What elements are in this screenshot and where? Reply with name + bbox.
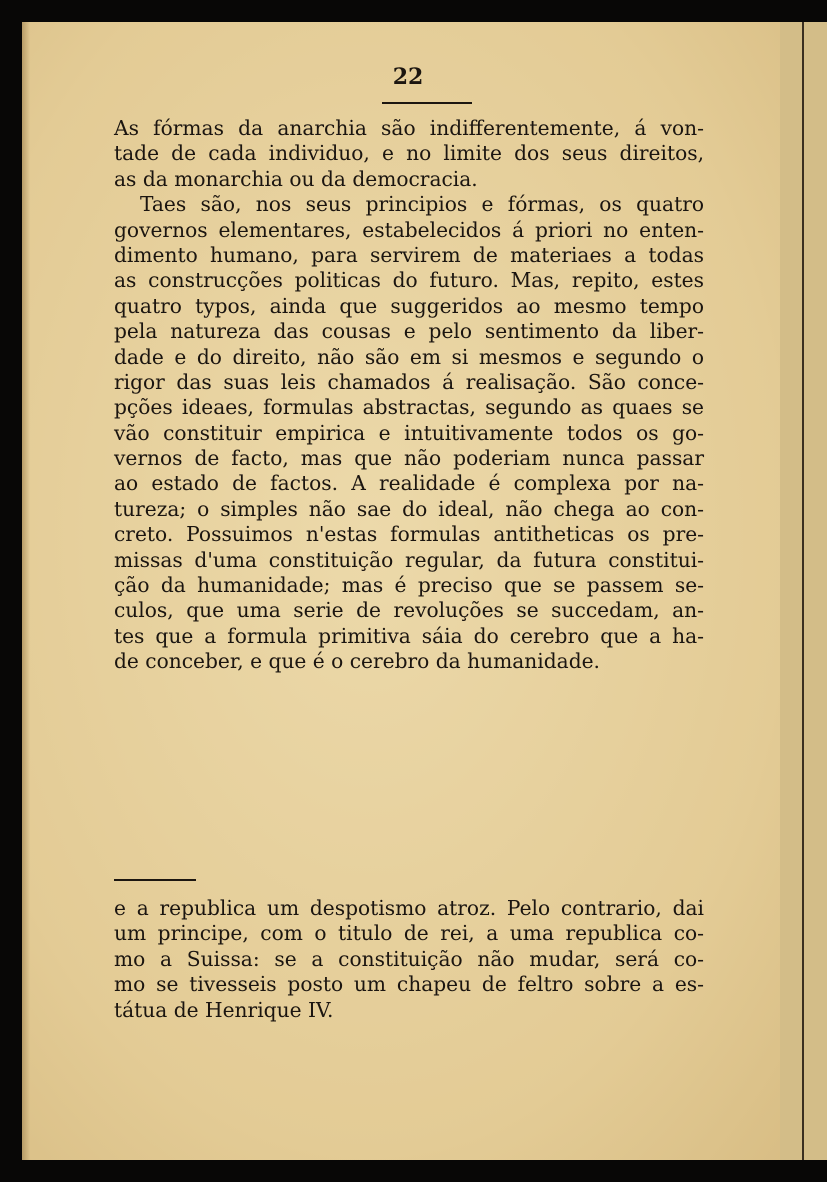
next-page-edge	[780, 22, 827, 1160]
text-line: pela natureza das cousas e pelo sentimento da liber-	[114, 319, 704, 344]
text-line: as construcções politicas do futuro. Mas, repito, estes	[114, 268, 704, 293]
text-line: dimento humano, para servirem de materiaes a todas	[114, 242, 704, 267]
book-page	[22, 22, 794, 1160]
text-line: creto. Possuimos n'estas formulas antitheticas os pre-	[114, 522, 704, 547]
text-line: ao estado de factos. A realidade é complexa por na-	[114, 471, 704, 496]
footnote-line: mo a Suissa: se a constituição não mudar, será co-	[114, 946, 704, 971]
header-rule	[382, 102, 472, 104]
page-spine-shadow	[22, 22, 30, 1160]
text-line: culos, que uma serie de revoluções se succedam, an-	[114, 598, 704, 623]
text-line: ção da humanidade; mas é preciso que se passem se-	[114, 573, 704, 598]
text-line: governos elementares, estabelecidos á priori no enten-	[114, 217, 704, 242]
footnote-line: e a republica um despotismo atroz. Pelo contrario, dai	[114, 896, 704, 920]
text-line: de conceber, e que é o cerebro da humanidade.	[114, 649, 600, 674]
main-text	[114, 116, 704, 675]
text-line: tes que a formula primitiva sáia do cerebro que a ha-	[114, 623, 704, 648]
footnote-text	[114, 896, 704, 1023]
page-number: 22	[392, 64, 424, 90]
text-line: pções ideaes, formulas abstractas, segundo as quaes se	[114, 395, 704, 420]
next-page-rule	[802, 22, 804, 1160]
footnote-line: um principe, com o titulo de rei, a uma republica co-	[114, 921, 704, 946]
text-line: As fórmas da anarchia são indifferentemente, á von-	[114, 116, 704, 140]
text-line: tade de cada individuo, e no limite dos seus direitos,	[114, 141, 704, 166]
text-line: as da monarchia ou da democracia.	[114, 166, 478, 191]
text-line: Taes são, nos seus principios e fórmas, os quatro	[140, 192, 704, 217]
text-line: vão constituir empirica e intuitivamente todos os go-	[114, 420, 704, 445]
text-line: rigor das suas leis chamados á realisação. São conce-	[114, 369, 704, 394]
text-line: dade e do direito, não são em si mesmos e segundo o	[114, 344, 704, 369]
footnote-line: tátua de Henrique IV.	[114, 997, 334, 1022]
footnote-rule	[114, 879, 196, 881]
text-line: vernos de facto, mas que não poderiam nunca passar	[114, 446, 704, 471]
text-line: quatro typos, ainda que suggeridos ao mesmo tempo	[114, 293, 704, 318]
text-line: tureza; o simples não sae do ideal, não chega ao con-	[114, 496, 704, 521]
footnote-line: mo se tivesseis posto um chapeu de feltro sobre a es-	[114, 972, 704, 997]
text-line: missas d'uma constituição regular, da futura constitui-	[114, 547, 704, 572]
